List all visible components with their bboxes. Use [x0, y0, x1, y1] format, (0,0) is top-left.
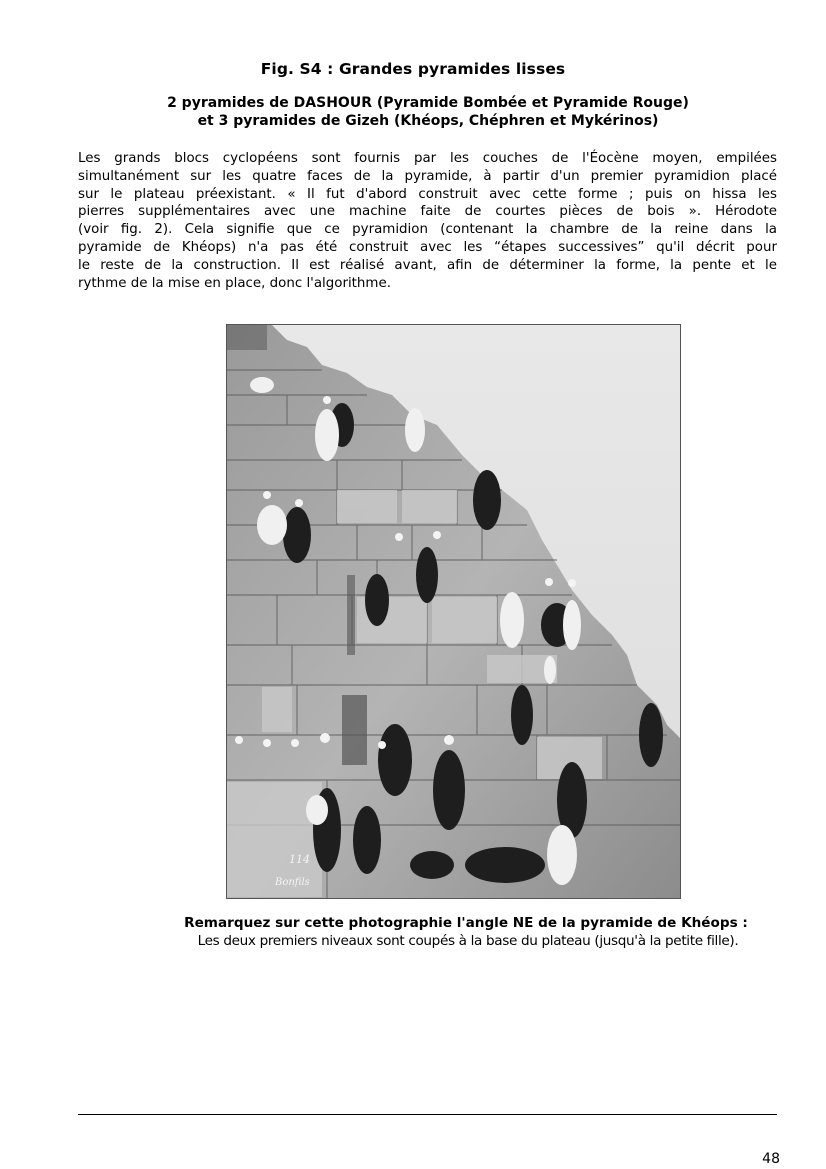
- body-line: rythme de la mise en place, donc l'algorithme.: [78, 275, 391, 291]
- caption-bold-line: Remarquez sur cette photographie l'angle NE de la pyramide de Khéops :: [184, 915, 748, 931]
- body-line: sur le plateau préexistant. « Il fut d'abord construit avec cette forme ; puis on hissa les: [78, 186, 777, 202]
- subtitle-line-1: 2 pyramides de DASHOUR (Pyramide Bombée et Pyramide Rouge): [167, 95, 689, 111]
- pyramid-photo-illustration: [227, 325, 681, 899]
- body-line: pierres supplémentaires avec une machine faite de courtes pièces de bois ». Hérodote: [78, 204, 777, 220]
- body-line: Les grands blocs cyclopéens sont fournis par les couches de l'Éocène moyen, empilées: [78, 151, 777, 166]
- photo-caption: [120, 914, 792, 950]
- body-line: le reste de la construction. Il est réalisé avant, afin de déterminer la forme, la pente et le: [78, 257, 777, 273]
- body-line: simultanément sur les quatre faces de la pyramide, à partir d'un premier pyramidion placé: [78, 168, 777, 184]
- body-line: (voir fig. 2). Cela signifie que ce pyramidion (contenant la chambre de la reine dans la: [78, 222, 777, 238]
- subtitle-line-2: et 3 pyramides de Gizeh (Khéops, Chéphren et Mykérinos): [197, 113, 659, 129]
- footer-divider: [78, 1114, 777, 1115]
- photo-inscription-signature: Bonfils: [275, 877, 310, 888]
- figure-subtitle: [0, 94, 826, 130]
- photo-inscription-number: 114: [289, 853, 310, 866]
- figure-title: Fig. S4 : Grandes pyramides lisses: [260, 60, 566, 78]
- caption-normal-line: Les deux premiers niveaux sont coupés à la base du plateau (jusqu'à la petite fille).: [197, 933, 739, 949]
- pyramid-photograph: [226, 324, 681, 899]
- body-paragraph: [78, 150, 777, 292]
- body-line: pyramide de Khéops) n'a pas été construit avec les “étapes successives” qu'il décrit pour: [78, 239, 777, 255]
- page-number: 48: [762, 1151, 780, 1167]
